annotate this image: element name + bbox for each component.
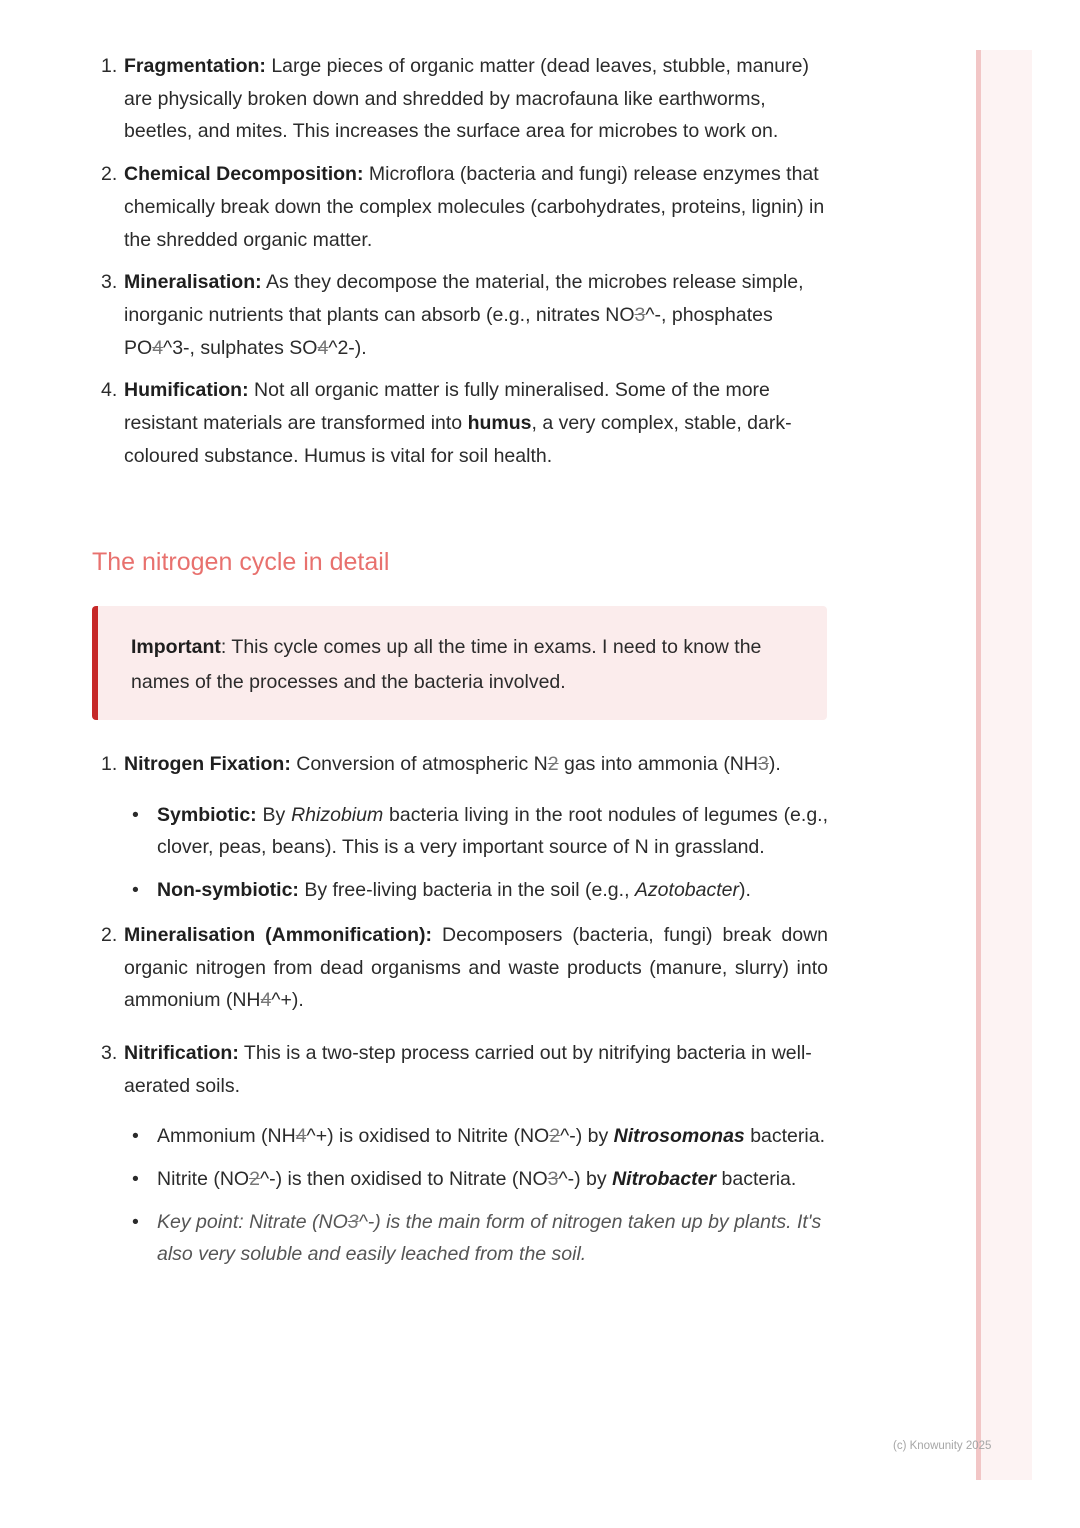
list-item-symbiotic: • Symbiotic: By Rhizobium bacteria living in the root nodules of legumes (e.g., clover, peas, beans). This is a very important source of N in grassland.	[132, 803, 829, 859]
main-content	[92, 50, 828, 482]
list-item-mineralisation: 3. Mineralisation: As they decompose the material, the microbes release simple, inorganic nutrients that plants can absorb (e.g., nitrates NO3^-, phosphates PO4^3-, sulphates SO4^2-).	[101, 271, 804, 359]
list-item-key-point: • Key point: Nitrate (NO3^-) is the main form of nitrogen taken up by plants. It's also very soluble and easily leached from the soil.	[132, 1210, 822, 1266]
margin-line	[976, 50, 981, 1480]
term-fragmentation: Fragmentation:	[124, 55, 266, 77]
term-mineralisation: Mineralisation:	[124, 271, 262, 294]
list-item-nitrogen-fixation: 1. Nitrogen Fixation: Conversion of atmospheric N2 gas into ammonia (NH3). • Symbiotic: By Rhizobium bacteria living in the root nodules of legumes (e.g., clover, peas, beans). This is a very important source of N in grassland. • Non-symbiotic: By free-living bacteria in the soil (e.g., Azotobacter).	[92, 748, 828, 907]
callout-label: Important	[131, 636, 221, 658]
list-item-chemical-decomposition: 2. Chemical Decomposition: Microflora (bacteria and fungi) release enzymes that chemically break down the complex molecules (carbohydrates, proteins, lignin) in the shredded organic matter.	[101, 163, 825, 251]
important-callout	[92, 606, 827, 720]
term-chemical-decomposition: Chemical Decomposition:	[124, 163, 364, 186]
section-heading: The nitrogen cycle in detail	[92, 548, 390, 576]
list-item-humification: 4. Humification: Not all organic matter is fully mineralised. Some of the more resistant materials are transformed into humus, a very complex, stable, dark-coloured substance. Humus is vital for soil health.	[101, 379, 792, 467]
fixation-types-list	[124, 799, 828, 907]
callout-text: : This cycle comes up all the time in exams. I need to know the names of the processes and the bacteria involved.	[131, 636, 762, 693]
margin-sidebar	[976, 50, 1032, 1480]
term-humus: humus	[467, 412, 532, 435]
nitrification-steps-list	[124, 1120, 828, 1271]
term-humification: Humification:	[124, 379, 249, 402]
list-item-ammonification: 2. Mineralisation (Ammonification): Decomposers (bacteria, fungi) break down organic nitrogen from dead organisms and waste products (manure, slurry) into ammonium (NH4^+).	[101, 923, 828, 1012]
list-item-nitrobacter: • Nitrite (NO2^-) is then oxidised to Nitrate (NO3^-) by Nitrobacter bacteria.	[132, 1168, 797, 1191]
list-item-nitrification: 3. Nitrification: This is a two-step process carried out by nitrifying bacteria in well-aerated soils. • Ammonium (NH4^+) is oxidised to Nitrite (NO2^-) by Nitrosomonas bacteria. • Nitrite (NO2^-) is then oxidised to Nitrate (NO3^-) by Nitrobacter bacteria. • Key point: Nitrate (NO3^-) is the main form of nitrogen taken up by plants. It's also very soluble and easily leached from the soil.	[92, 1037, 828, 1271]
list-item-fragmentation: 1. Fragmentation: Large pieces of organic matter (dead leaves, stubble, manure) are physically broken down and shredded by macrofauna like earthworms, beetles, and mites. This increases the surface area for microbes to work on.	[101, 55, 809, 143]
nitrogen-cycle-content	[92, 748, 828, 1281]
list-item-non-symbiotic: • Non-symbiotic: By free-living bacteria in the soil (e.g., Azotobacter).	[132, 879, 751, 902]
copyright-footer: (c) Knowunity 2025	[893, 1440, 992, 1452]
decomposition-steps-list	[92, 50, 828, 472]
nitrogen-processes-list	[92, 748, 828, 1271]
list-item-nitrosomonas: • Ammonium (NH4^+) is oxidised to Nitrite (NO2^-) by Nitrosomonas bacteria.	[132, 1125, 825, 1148]
